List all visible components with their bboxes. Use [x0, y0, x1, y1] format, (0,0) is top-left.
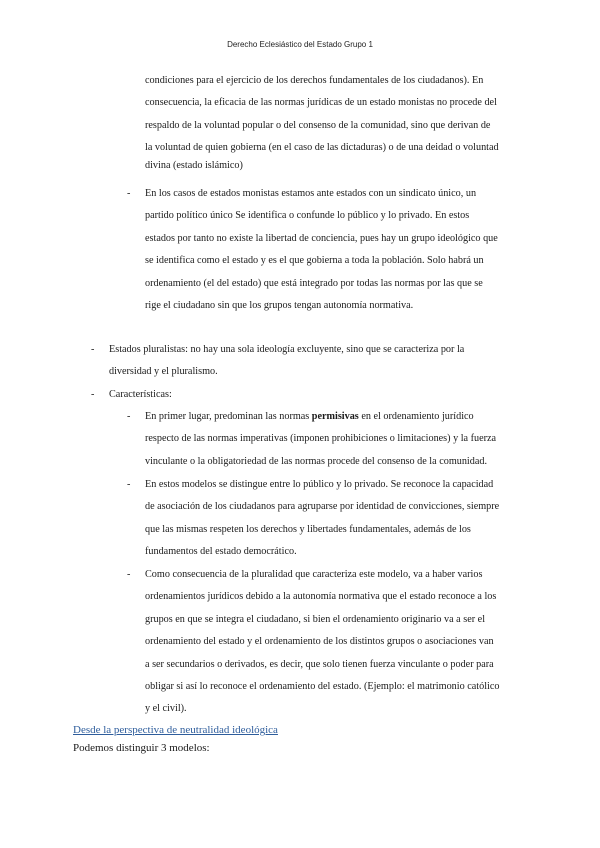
bullet-dash: - — [127, 411, 131, 422]
text-line: En primer lugar, predominan las normas permisivas en el ordenamiento jurídico — [145, 411, 474, 422]
text-line: de asociación de los ciudadanos para agruparse por identidad de convicciones, siempre — [145, 501, 500, 513]
text-line: ordenamientos jurídicos debido a la autonomía normativa que el estado reconoce a los — [145, 591, 497, 603]
text-line: Estados pluralistas: no hay una sola ideología excluyente, sino que se caracteriza por la — [109, 344, 465, 355]
text-line: consecuencia, la eficacia de las normas jurídicas de un estado monistas no procede del — [145, 97, 497, 109]
text-line: respaldo de la voluntad popular o del consenso de la comunidad, sino que derivan de — [145, 119, 491, 131]
text-line: estados por tanto no existe la libertad de conciencia, pues hay un grupo ideológico que — [145, 232, 498, 244]
text-line: rige el ciudadano sin que los grupos tengan autonomía normativa. — [145, 300, 414, 312]
text-line: vinculante o la obligatoriedad de las normas procede del consenso de la comunidad. — [145, 455, 488, 467]
monist-item — [145, 183, 498, 317]
text-line: a ser secundarios o derivados, es decir, que solo tienen fuerza vinculante o poder para — [145, 658, 494, 670]
text-line: Como consecuencia de la pluralidad que caracteriza este modelo, va a haber varios — [145, 569, 483, 580]
text-line: condiciones para el ejercicio de los derechos fundamentales de los ciudadanos). En — [145, 75, 484, 86]
text-line: En estos modelos se distingue entre lo público y lo privado. Se reconoce la capacidad — [145, 479, 494, 490]
bold-term: permisivas — [311, 411, 359, 422]
sub-item-permissive — [145, 406, 496, 473]
bullet-dash: - — [127, 569, 131, 580]
bullet-dash: - — [127, 479, 131, 490]
intro-text: Podemos distinguir 3 modelos: — [73, 742, 210, 754]
text-line: grupos en que se integra el ciudadano, si bien el ordenamiento originario va a ser el — [145, 613, 486, 625]
text-line: y el civil). — [145, 703, 187, 715]
text-line: ordenamiento (el del estado) que está integrado por todas las normas por las que se — [145, 277, 483, 289]
text-line: respecto de las normas imperativas (imponen prohibiciones o limitaciones) y la fuerza — [145, 433, 497, 445]
text-line: la voluntad de quien gobierna (en el caso de las dictaduras) o de una deidad o voluntad — [145, 142, 499, 154]
text-line: divina (estado islámico) — [145, 159, 243, 171]
bullet-dash: - — [91, 389, 95, 400]
sub-item-plurality — [145, 564, 499, 721]
text-line: fundamentos del estado democrático. — [145, 546, 297, 558]
bullet-dash: - — [91, 344, 95, 355]
text-line: partido político único Se identifica o confunde lo público y lo privado. En estos — [145, 210, 470, 222]
text-line: que las mismas respeten los derechos y libertades fundamentales, además de los — [145, 523, 471, 535]
characteristics-label: Características: — [109, 389, 172, 400]
text-line: En los casos de estados monistas estamos ante estados con un sindicato único, un — [145, 188, 477, 199]
page-header: Derecho Eclesiástico del Estado Grupo 1 — [227, 40, 373, 49]
text-line: se identifica como el estado y es el que gobierna a toda la población. Solo habrá un — [145, 255, 484, 267]
text-line: diversidad y el pluralismo. — [109, 366, 218, 378]
sub-item-public-private — [145, 474, 499, 564]
pluralist-item — [109, 339, 464, 384]
bullet-dash: - — [127, 188, 131, 199]
text-line: obligar si así lo reconoce el ordenamiento del estado. (Ejemplo: el matrimonio católico — [145, 681, 500, 693]
section-heading[interactable]: Desde la perspectiva de neutralidad ideológica — [73, 724, 278, 736]
continuation-paragraph — [145, 70, 499, 177]
text-line: ordenamiento del estado y el ordenamiento de los distintos grupos o asociaciones van — [145, 636, 494, 648]
